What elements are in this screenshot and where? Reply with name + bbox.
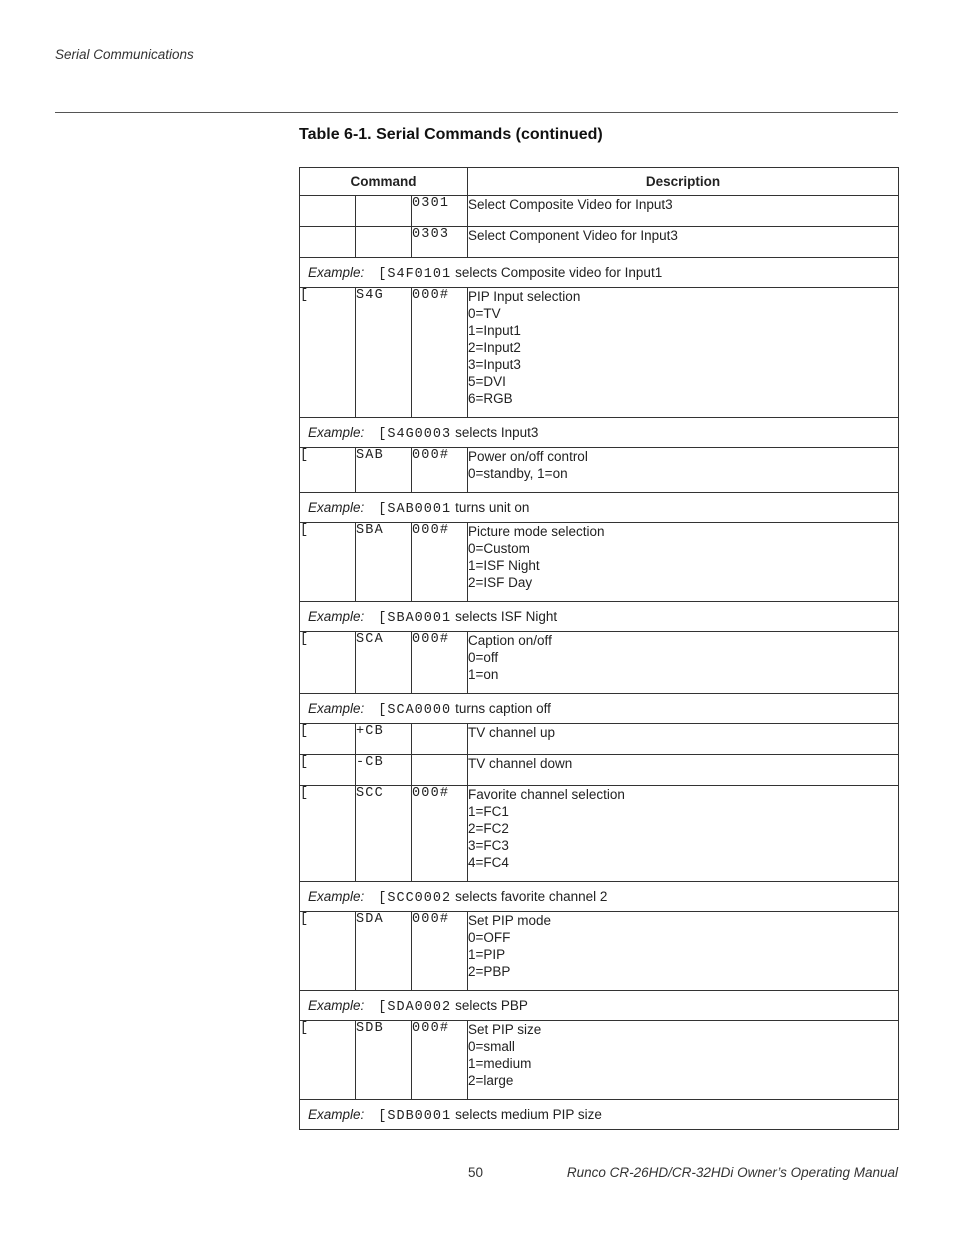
command-prefix: [: [300, 724, 356, 755]
description-title: PIP Input selection: [468, 289, 581, 304]
command-parameter: [412, 724, 468, 755]
command-description: [468, 227, 899, 258]
command-row: [300, 755, 899, 786]
example-label: Example:: [308, 425, 365, 440]
command-description: [468, 523, 899, 602]
description-title: Set PIP mode: [468, 913, 552, 928]
example-row: [300, 694, 899, 724]
command-description: [468, 196, 899, 227]
command-parameter: 000#: [412, 632, 468, 694]
description-option: 2=FC2: [468, 821, 509, 836]
example-row: [300, 602, 899, 632]
command-prefix: [: [300, 523, 356, 602]
command-description: [468, 755, 899, 786]
description-option: 1=ISF Night: [468, 558, 540, 573]
command-description: [468, 724, 899, 755]
command-prefix: [300, 196, 356, 227]
command-row: [300, 632, 899, 694]
column-header-command: Command: [300, 168, 468, 196]
command-prefix: [: [300, 288, 356, 418]
table-title: Table 6-1. Serial Commands (continued): [299, 126, 603, 143]
example-row: [300, 991, 899, 1021]
description-title: Caption on/off: [468, 633, 552, 648]
command-parameter: 000#: [412, 523, 468, 602]
command-row: [300, 448, 899, 493]
description-option: 3=Input3: [468, 357, 521, 372]
example-cell: [300, 1100, 899, 1130]
example-cell: [300, 991, 899, 1021]
description-option: 5=DVI: [468, 374, 506, 389]
command-parameter: 000#: [412, 912, 468, 991]
description-option: 1=PIP: [468, 947, 506, 962]
command-code: [356, 196, 412, 227]
command-code: SDA: [356, 912, 412, 991]
description-option: 4=FC4: [468, 855, 509, 870]
command-parameter: 000#: [412, 786, 468, 882]
command-code: [356, 227, 412, 258]
command-parameter: 000#: [412, 1021, 468, 1100]
command-description: [468, 448, 899, 493]
example-label: Example:: [308, 609, 365, 624]
command-code: S4G: [356, 288, 412, 418]
description-option: 1=Input1: [468, 323, 521, 338]
command-row: [300, 786, 899, 882]
command-description: [468, 1021, 899, 1100]
description-title: Picture mode selection: [468, 524, 605, 539]
command-code: +CB: [356, 724, 412, 755]
description-title: Set PIP size: [468, 1022, 542, 1037]
command-code: SCC: [356, 786, 412, 882]
description-title: TV channel up: [468, 725, 556, 740]
example-label: Example:: [308, 998, 365, 1013]
table-body: [300, 196, 899, 1130]
example-cell: [300, 493, 899, 523]
example-label: Example:: [308, 701, 365, 716]
description-option: 0=Custom: [468, 541, 530, 556]
description-option: 2=Input2: [468, 340, 521, 355]
command-prefix: [: [300, 448, 356, 493]
command-code: SDB: [356, 1021, 412, 1100]
command-row: [300, 523, 899, 602]
description-option: 6=RGB: [468, 391, 513, 406]
description-title: Select Composite Video for Input3: [468, 197, 673, 212]
description-option: 2=ISF Day: [468, 575, 533, 590]
command-prefix: [: [300, 912, 356, 991]
example-cell: [300, 258, 899, 288]
manual-title: Runco CR-26HD/CR-32HDi Owner’s Operating Manual: [566, 1165, 898, 1180]
example-cell: [300, 418, 899, 448]
example-cell: [300, 882, 899, 912]
example-cell: [300, 694, 899, 724]
command-prefix: [300, 227, 356, 258]
command-code: -CB: [356, 755, 412, 786]
command-parameter: 000#: [412, 448, 468, 493]
description-option: 2=large: [468, 1073, 514, 1088]
example-command: [SDB0001: [378, 1109, 452, 1124]
example-row: [300, 882, 899, 912]
command-row: [300, 227, 899, 258]
example-text: selects Composite video for Input1: [455, 265, 663, 280]
command-row: [300, 724, 899, 755]
command-description: [468, 912, 899, 991]
command-parameter: 0301: [412, 196, 468, 227]
example-text: turns unit on: [455, 500, 530, 515]
example-row: [300, 418, 899, 448]
example-label: Example:: [308, 1107, 365, 1122]
description-option: 1=on: [468, 667, 499, 682]
command-code: SAB: [356, 448, 412, 493]
example-text: selects medium PIP size: [455, 1107, 602, 1122]
example-command: [SBA0001: [378, 611, 452, 626]
command-prefix: [: [300, 632, 356, 694]
description-option: 0=standby, 1=on: [468, 466, 568, 481]
table-header-row: [300, 168, 899, 196]
header-divider: [55, 112, 898, 113]
example-row: [300, 1100, 899, 1130]
command-row: [300, 288, 899, 418]
description-title: TV channel down: [468, 756, 573, 771]
example-command: [SCA0000: [378, 703, 452, 718]
description-title: Power on/off control: [468, 449, 588, 464]
example-text: selects PBP: [455, 998, 528, 1013]
command-row: [300, 912, 899, 991]
serial-commands-table: [299, 167, 899, 1130]
example-command: [SDA0002: [378, 1000, 452, 1015]
command-prefix: [: [300, 1021, 356, 1100]
description-option: 1=FC1: [468, 804, 509, 819]
command-code: SBA: [356, 523, 412, 602]
command-prefix: [: [300, 786, 356, 882]
command-code: SCA: [356, 632, 412, 694]
command-description: [468, 786, 899, 882]
description-option: 2=PBP: [468, 964, 511, 979]
command-prefix: [: [300, 755, 356, 786]
example-command: [S4F0101: [378, 267, 452, 282]
description-option: 1=medium: [468, 1056, 532, 1071]
description-option: 0=small: [468, 1039, 515, 1054]
description-option: 3=FC3: [468, 838, 509, 853]
command-description: [468, 288, 899, 418]
command-description: [468, 632, 899, 694]
example-command: [S4G0003: [378, 427, 452, 442]
example-command: [SAB0001: [378, 502, 452, 517]
example-row: [300, 493, 899, 523]
running-header: Serial Communications: [55, 47, 194, 62]
command-row: [300, 196, 899, 227]
description-option: 0=OFF: [468, 930, 511, 945]
example-text: selects favorite channel 2: [455, 889, 608, 904]
example-label: Example:: [308, 889, 365, 904]
description-title: Favorite channel selection: [468, 787, 625, 802]
example-command: [SCC0002: [378, 891, 452, 906]
description-option: 0=off: [468, 650, 499, 665]
example-row: [300, 258, 899, 288]
example-label: Example:: [308, 500, 365, 515]
example-cell: [300, 602, 899, 632]
column-header-description: Description: [468, 168, 899, 196]
command-row: [300, 1021, 899, 1100]
description-option: 0=TV: [468, 306, 501, 321]
description-title: Select Component Video for Input3: [468, 228, 678, 243]
command-parameter: 000#: [412, 288, 468, 418]
example-text: selects ISF Night: [455, 609, 558, 624]
example-text: turns caption off: [455, 701, 551, 716]
page-number: 50: [468, 1165, 484, 1180]
command-parameter: 0303: [412, 227, 468, 258]
example-label: Example:: [308, 265, 365, 280]
command-parameter: [412, 755, 468, 786]
example-text: selects Input3: [455, 425, 539, 440]
